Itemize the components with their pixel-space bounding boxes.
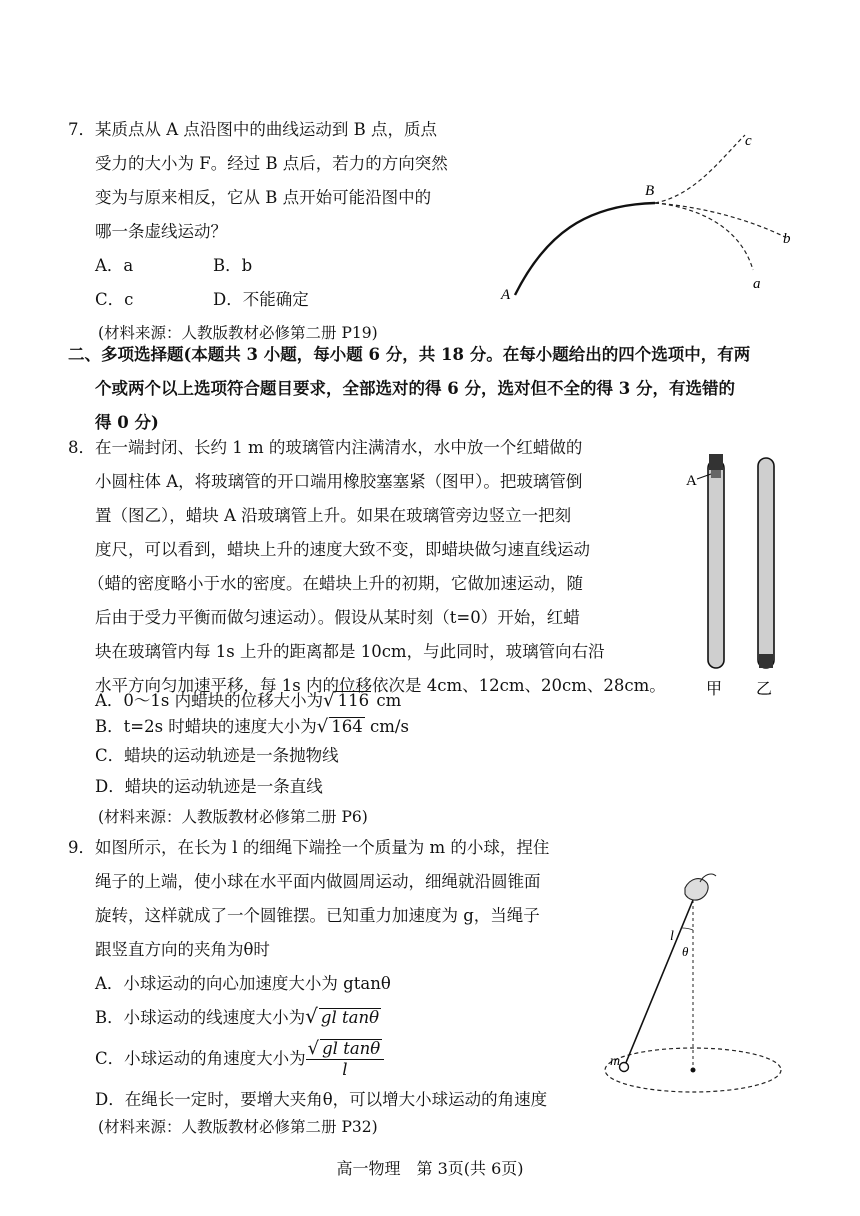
dashed-path-b bbox=[655, 203, 785, 237]
label-b: b bbox=[783, 231, 791, 247]
ball bbox=[620, 1063, 629, 1072]
q7-option-d: D．不能确定 bbox=[213, 290, 309, 309]
tube-jia-stopper bbox=[709, 454, 723, 470]
q8-line-3: 置（图乙），蜡块 A 沿玻璃管上升。如果在玻璃管旁边竖立一把刻 bbox=[95, 506, 572, 525]
q7-line-4: 哪一条虚线运动？ bbox=[95, 222, 227, 241]
label-A: A bbox=[501, 287, 511, 303]
q8-line-7: 块在玻璃管内每 1s 上升的距离都是 10cm，与此同时，玻璃管向右沿 bbox=[95, 642, 605, 661]
q8-line-1: 8．在一端封闭、长约 1 m 的玻璃管内注满清水，水中放一个红蜡做的 bbox=[68, 438, 583, 457]
solid-trajectory-curve bbox=[515, 203, 655, 295]
q7-line-1: 7．某质点从 A 点沿图中的曲线运动到 B 点，质点 bbox=[68, 120, 438, 139]
q8-line-5: （蜡的密度略小于水的密度。在蜡块上升的初期，它做加速运动，随 bbox=[88, 574, 583, 593]
q8-line-4: 度尺，可以看到，蜡块上升的速度大致不变，即蜡块做匀速直线运动 bbox=[95, 540, 590, 559]
q9-option-c bbox=[95, 1036, 384, 1082]
q7-line-2: 受力的大小为 F。经过 B 点后，若力的方向突然 bbox=[95, 154, 448, 173]
q8-tubes-figure bbox=[680, 448, 800, 708]
q9-line-1: 9．如图所示，在长为 l 的细绳下端拴一个质量为 m 的小球，捏住 bbox=[68, 838, 550, 857]
label-A: A bbox=[686, 473, 697, 489]
angle-arc bbox=[681, 928, 693, 930]
q8-option-a-unit: cm bbox=[371, 691, 402, 710]
label-B: B bbox=[645, 183, 655, 199]
label-l: l bbox=[670, 929, 674, 944]
section2-line-1: 二、多项选择题(本题共 3 小题，每小题 6 分，共 18 分。在每小题给出的四个选项中，有两 bbox=[68, 345, 751, 364]
q7-option-c: C．c bbox=[95, 290, 134, 309]
q9-option-c-numerator: gl tanθ bbox=[322, 1039, 381, 1058]
q7-source: (材料来源：人教版教材必修第二册 P19) bbox=[98, 324, 378, 342]
q8-line-8: 水平方向匀加速平移，每 1s 内的位移依次是 4cm、12cm、20cm、28cm。 bbox=[95, 676, 666, 695]
q7-option-a: A．a bbox=[95, 256, 134, 275]
q8-option-b-unit: cm/s bbox=[364, 717, 409, 736]
q7-option-b: B．b bbox=[213, 256, 253, 275]
tube-yi bbox=[758, 458, 774, 668]
string bbox=[625, 900, 693, 1065]
q8-line-2: 小圆柱体 A，将玻璃管的开口端用橡胶塞塞紧（图甲）。把玻璃管倒 bbox=[95, 472, 583, 491]
q9-line-3: 旋转，这样就成了一个圆锥摆。已知重力加速度为 g，当绳子 bbox=[95, 906, 540, 925]
label-c: c bbox=[745, 133, 752, 149]
label-jia: 甲 bbox=[706, 679, 723, 698]
q9-option-b-radicand: gl tanθ bbox=[320, 1008, 380, 1027]
q7-curve-figure bbox=[495, 125, 805, 305]
q9-line-2: 绳子的上端，使小球在水平面内做圆周运动，细绳就沿圆锥面 bbox=[95, 872, 541, 891]
q9-option-c-denominator: l bbox=[342, 1060, 348, 1079]
label-m: m bbox=[610, 1054, 621, 1069]
q8-option-b: B．t=2s 时蜡块的速度大小为√ 164 cm/s bbox=[95, 716, 409, 737]
q8-option-b-text: B．t=2s 时蜡块的速度大小为 bbox=[95, 717, 317, 736]
section2-line-3: 得 0 分) bbox=[95, 413, 159, 432]
q9-source: (材料来源：人教版教材必修第二册 P32) bbox=[98, 1118, 378, 1136]
q8-source: (材料来源：人教版教材必修第二册 P6) bbox=[98, 808, 368, 826]
section2-line-2: 个或两个以上选项符合题目要求，全部选对的得 6 分，选对但不全的得 3 分，有选错的 bbox=[95, 379, 735, 398]
tube-jia bbox=[708, 460, 724, 668]
dashed-path-a bbox=[655, 203, 753, 270]
q9-option-b: B．小球运动的线速度大小为√ gl tanθ bbox=[95, 1004, 380, 1028]
q9-option-c-fraction: $\frac{\text{√ gl tanθ}}{l}$ bbox=[306, 1039, 385, 1080]
q8-option-b-radicand: 164 bbox=[331, 717, 363, 736]
label-a: a bbox=[753, 276, 761, 292]
q8-option-d: D．蜡块的运动轨迹是一条直线 bbox=[95, 777, 323, 796]
wax-block-A bbox=[711, 470, 721, 478]
q7-line-3: 变为与原来相反，它从 B 点开始可能沿图中的 bbox=[95, 188, 432, 207]
q9-option-d: D．在绳长一定时，要增大夹角θ，可以增大小球运动的角速度 bbox=[95, 1090, 548, 1109]
q8-option-c: C．蜡块的运动轨迹是一条抛物线 bbox=[95, 746, 339, 765]
q9-option-a: A．小球运动的向心加速度大小为 gtanθ bbox=[95, 974, 391, 993]
q9-line-4: 跟竖直方向的夹角为θ时 bbox=[95, 940, 270, 959]
hand-icon bbox=[685, 879, 708, 900]
label-yi: 乙 bbox=[756, 679, 773, 698]
page-footer: 高一物理 第 3页(共 6页) bbox=[336, 1159, 524, 1178]
q9-option-c-text: C．小球运动的角速度大小为 bbox=[95, 1049, 306, 1068]
q8-option-a: A．0～1s 内蜡块的位移大小为√ 116 cm bbox=[95, 690, 402, 711]
q8-option-a-text: A．0～1s 内蜡块的位移大小为 bbox=[95, 691, 324, 710]
tube-yi-stopper bbox=[759, 654, 773, 668]
q9-conical-pendulum-figure bbox=[600, 870, 795, 1110]
q9-option-b-text: B．小球运动的线速度大小为 bbox=[95, 1008, 306, 1027]
center-point bbox=[691, 1068, 696, 1073]
label-theta: θ bbox=[682, 944, 689, 959]
dashed-path-c bbox=[655, 135, 745, 203]
q8-line-6: 后由于受力平衡而做匀速运动）。假设从某时刻（t=0）开始，红蜡 bbox=[95, 608, 580, 627]
q8-option-a-radicand: 116 bbox=[337, 691, 370, 710]
